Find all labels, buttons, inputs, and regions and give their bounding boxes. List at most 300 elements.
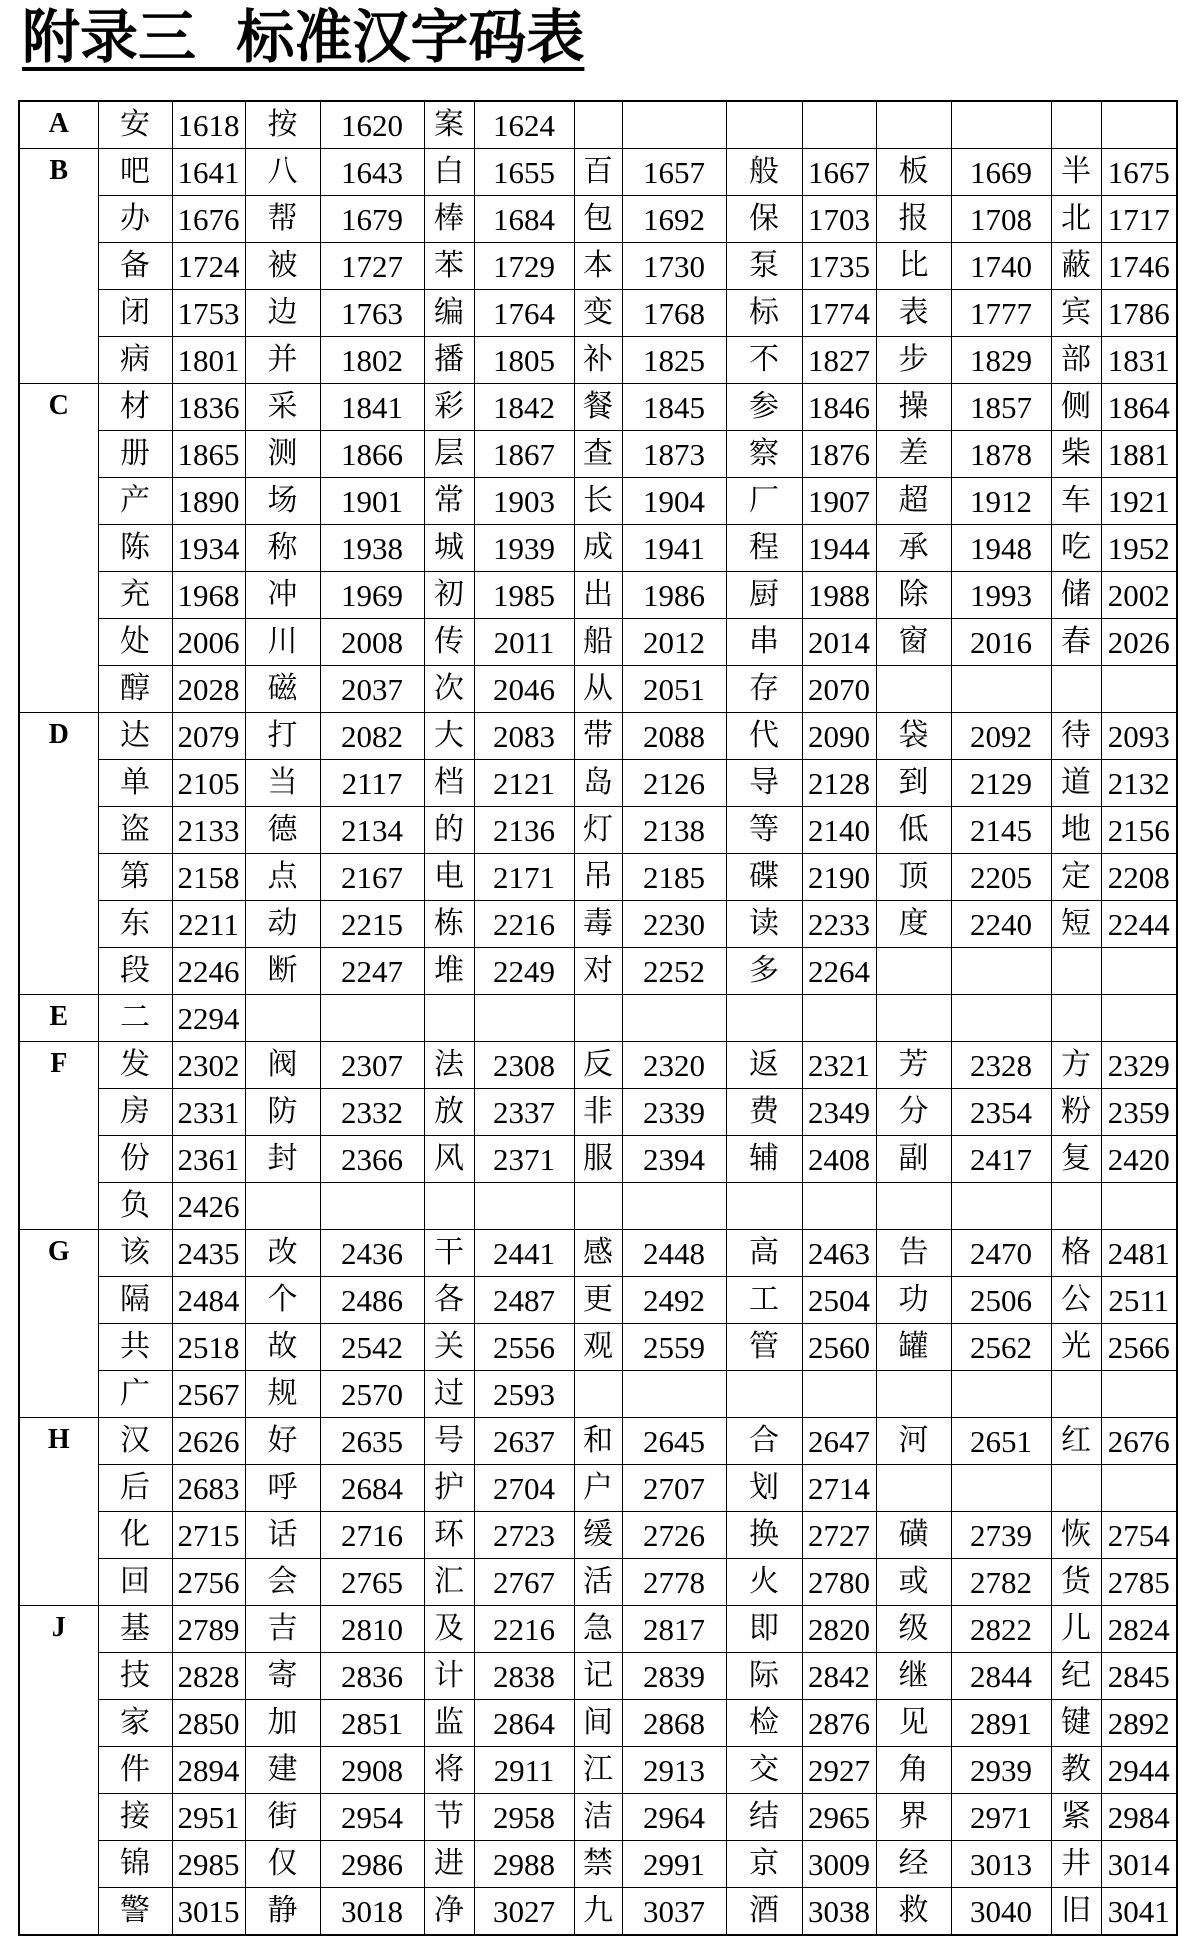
empty-cell: [474, 1183, 574, 1230]
hanzi-cell: 安: [98, 101, 172, 149]
hanzi-cell: 动: [245, 901, 320, 948]
code-cell: 2463: [802, 1230, 876, 1277]
hanzi-cell: 白: [424, 149, 474, 196]
hanzi-cell: 长: [574, 478, 622, 525]
code-cell: 2704: [474, 1465, 574, 1512]
code-cell: 1939: [474, 525, 574, 572]
empty-cell: [802, 995, 876, 1042]
hanzi-cell: 当: [245, 760, 320, 807]
hanzi-cell: 断: [245, 948, 320, 995]
hanzi-cell: 袋: [876, 713, 951, 760]
code-cell: 2954: [320, 1794, 424, 1841]
code-cell: 2408: [802, 1136, 876, 1183]
code-cell: 2233: [802, 901, 876, 948]
hanzi-cell: 保: [726, 196, 802, 243]
code-cell: 2891: [951, 1700, 1051, 1747]
code-table-body: [19, 101, 1177, 1935]
hanzi-cell: 吃: [1051, 525, 1101, 572]
code-cell: 2789: [172, 1606, 245, 1653]
hanzi-cell: 存: [726, 666, 802, 713]
hanzi-cell: 辅: [726, 1136, 802, 1183]
code-cell: 1729: [474, 243, 574, 290]
code-cell: 1675: [1101, 149, 1177, 196]
code-cell: 3037: [622, 1888, 726, 1936]
code-cell: 2129: [951, 760, 1051, 807]
empty-cell: [726, 995, 802, 1042]
code-cell: 2723: [474, 1512, 574, 1559]
hanzi-cell: 封: [245, 1136, 320, 1183]
code-cell: 1842: [474, 384, 574, 431]
code-cell: 1890: [172, 478, 245, 525]
empty-cell: [622, 101, 726, 149]
hanzi-cell: 即: [726, 1606, 802, 1653]
table-row: [19, 1418, 1177, 1465]
code-cell: 2986: [320, 1841, 424, 1888]
code-cell: 2817: [622, 1606, 726, 1653]
code-cell: 3027: [474, 1888, 574, 1936]
table-row: [19, 1324, 1177, 1371]
hanzi-cell: 家: [98, 1700, 172, 1747]
empty-cell: [876, 101, 951, 149]
hanzi-cell: 警: [98, 1888, 172, 1936]
table-row: [19, 1512, 1177, 1559]
hanzi-cell: 寄: [245, 1653, 320, 1700]
hanzi-cell: 会: [245, 1559, 320, 1606]
code-cell: 2093: [1101, 713, 1177, 760]
hanzi-cell: 窗: [876, 619, 951, 666]
empty-cell: [1101, 1465, 1177, 1512]
code-cell: 2249: [474, 948, 574, 995]
hanzi-cell: 堆: [424, 948, 474, 995]
table-row: [19, 1794, 1177, 1841]
hanzi-cell: 活: [574, 1559, 622, 1606]
hanzi-cell: 电: [424, 854, 474, 901]
hanzi-cell: 栋: [424, 901, 474, 948]
code-cell: 2051: [622, 666, 726, 713]
hanzi-cell: 化: [98, 1512, 172, 1559]
empty-cell: [876, 1465, 951, 1512]
hanzi-cell: 返: [726, 1042, 802, 1089]
hanzi-cell: 超: [876, 478, 951, 525]
hanzi-cell: 称: [245, 525, 320, 572]
hanzi-cell: 儿: [1051, 1606, 1101, 1653]
table-row: [19, 713, 1177, 760]
hanzi-cell: 禁: [574, 1841, 622, 1888]
hanzi-cell: 旧: [1051, 1888, 1101, 1936]
code-cell: 1655: [474, 149, 574, 196]
code-cell: 2394: [622, 1136, 726, 1183]
hanzi-cell: 救: [876, 1888, 951, 1936]
code-cell: 1969: [320, 572, 424, 619]
hanzi-cell: 低: [876, 807, 951, 854]
code-cell: 2105: [172, 760, 245, 807]
code-cell: 1912: [951, 478, 1051, 525]
hanzi-cell: 进: [424, 1841, 474, 1888]
table-row: [19, 1606, 1177, 1653]
hanzi-cell: 急: [574, 1606, 622, 1653]
hanzi-cell: 般: [726, 149, 802, 196]
hanzi-cell: 春: [1051, 619, 1101, 666]
hanzi-cell: 按: [245, 101, 320, 149]
hanzi-cell: 部: [1051, 337, 1101, 384]
hanzi-cell: 洁: [574, 1794, 622, 1841]
hanzi-cell: 件: [98, 1747, 172, 1794]
hanzi-cell: 际: [726, 1653, 802, 1700]
table-row: [19, 1559, 1177, 1606]
table-row: [19, 1700, 1177, 1747]
hanzi-cell: 防: [245, 1089, 320, 1136]
hanzi-cell: 基: [98, 1606, 172, 1653]
hanzi-cell: 船: [574, 619, 622, 666]
code-cell: 1867: [474, 431, 574, 478]
code-cell: 1968: [172, 572, 245, 619]
code-cell: 2016: [951, 619, 1051, 666]
hanzi-cell: 板: [876, 149, 951, 196]
hanzi-cell: 苯: [424, 243, 474, 290]
empty-cell: [622, 1371, 726, 1418]
code-cell: 1735: [802, 243, 876, 290]
hanzi-cell: 被: [245, 243, 320, 290]
hanzi-cell: 病: [98, 337, 172, 384]
code-cell: 2441: [474, 1230, 574, 1277]
hanzi-cell: 广: [98, 1371, 172, 1418]
hanzi-cell: 和: [574, 1418, 622, 1465]
hanzi-cell: 冲: [245, 572, 320, 619]
hanzi-cell: 代: [726, 713, 802, 760]
hanzi-cell: 各: [424, 1277, 474, 1324]
empty-cell: [1051, 1371, 1101, 1418]
hanzi-cell: 改: [245, 1230, 320, 1277]
code-cell: 2026: [1101, 619, 1177, 666]
code-cell: 2247: [320, 948, 424, 995]
hanzi-cell: 车: [1051, 478, 1101, 525]
hanzi-cell: 分: [876, 1089, 951, 1136]
code-cell: 2371: [474, 1136, 574, 1183]
hanzi-cell: 静: [245, 1888, 320, 1936]
hanzi-cell: 光: [1051, 1324, 1101, 1371]
code-cell: 2782: [951, 1559, 1051, 1606]
empty-cell: [1051, 948, 1101, 995]
code-cell: 2780: [802, 1559, 876, 1606]
hanzi-cell: 二: [98, 995, 172, 1042]
hanzi-cell: 单: [98, 760, 172, 807]
code-cell: 2958: [474, 1794, 574, 1841]
code-cell: 2828: [172, 1653, 245, 1700]
code-cell: 3040: [951, 1888, 1051, 1936]
hanzi-cell: 标: [726, 290, 802, 337]
empty-cell: [424, 1183, 474, 1230]
hanzi-cell: 检: [726, 1700, 802, 1747]
table-row: [19, 1183, 1177, 1230]
hanzi-cell: 罐: [876, 1324, 951, 1371]
hanzi-cell: 地: [1051, 807, 1101, 854]
group-letter: E: [19, 995, 98, 1042]
empty-cell: [574, 1183, 622, 1230]
code-cell: 2939: [951, 1747, 1051, 1794]
hanzi-cell: 加: [245, 1700, 320, 1747]
hanzi-cell: 更: [574, 1277, 622, 1324]
code-cell: 2892: [1101, 1700, 1177, 1747]
code-cell: 2560: [802, 1324, 876, 1371]
code-cell: 2511: [1101, 1277, 1177, 1324]
code-cell: 2134: [320, 807, 424, 854]
code-cell: 2337: [474, 1089, 574, 1136]
code-cell: 2426: [172, 1183, 245, 1230]
code-cell: 1641: [172, 149, 245, 196]
code-cell: 1657: [622, 149, 726, 196]
hanzi-cell: 合: [726, 1418, 802, 1465]
table-row: [19, 666, 1177, 713]
code-cell: 2626: [172, 1418, 245, 1465]
hanzi-cell: 差: [876, 431, 951, 478]
hanzi-cell: 吉: [245, 1606, 320, 1653]
hanzi-cell: 继: [876, 1653, 951, 1700]
code-cell: 2190: [802, 854, 876, 901]
hanzi-cell: 经: [876, 1841, 951, 1888]
code-cell: 2726: [622, 1512, 726, 1559]
code-cell: 2714: [802, 1465, 876, 1512]
hanzi-cell: 操: [876, 384, 951, 431]
code-cell: 3018: [320, 1888, 424, 1936]
code-cell: 2566: [1101, 1324, 1177, 1371]
hanzi-cell: 八: [245, 149, 320, 196]
hanzi-cell: 厨: [726, 572, 802, 619]
hanzi-cell: 程: [726, 525, 802, 572]
hanzi-cell: 导: [726, 760, 802, 807]
code-cell: 2028: [172, 666, 245, 713]
code-cell: 1727: [320, 243, 424, 290]
hanzi-cell: 份: [98, 1136, 172, 1183]
hanzi-cell: 表: [876, 290, 951, 337]
hanzi-cell: 环: [424, 1512, 474, 1559]
hanzi-cell: 常: [424, 478, 474, 525]
hanzi-cell: 度: [876, 901, 951, 948]
empty-cell: [726, 1371, 802, 1418]
code-cell: 2765: [320, 1559, 424, 1606]
hanzi-cell: 初: [424, 572, 474, 619]
hanzi-cell: 棒: [424, 196, 474, 243]
hanzi-cell: 本: [574, 243, 622, 290]
hanzi-cell: 缓: [574, 1512, 622, 1559]
hanzi-cell: 层: [424, 431, 474, 478]
hanzi-cell: 储: [1051, 572, 1101, 619]
hanzi-cell: 步: [876, 337, 951, 384]
code-cell: 2088: [622, 713, 726, 760]
code-cell: 2504: [802, 1277, 876, 1324]
hanzi-cell: 达: [98, 713, 172, 760]
code-cell: 3041: [1101, 1888, 1177, 1936]
code-cell: 2484: [172, 1277, 245, 1324]
code-cell: 2216: [474, 1606, 574, 1653]
code-cell: 2927: [802, 1747, 876, 1794]
code-cell: 1985: [474, 572, 574, 619]
code-cell: 2965: [802, 1794, 876, 1841]
code-cell: 1829: [951, 337, 1051, 384]
hanzi-cell: 键: [1051, 1700, 1101, 1747]
hanzi-cell: 后: [98, 1465, 172, 1512]
hanzi-cell: 紧: [1051, 1794, 1101, 1841]
table-row: [19, 1230, 1177, 1277]
code-cell: 2121: [474, 760, 574, 807]
hanzi-cell: 不: [726, 337, 802, 384]
hanzi-cell: 京: [726, 1841, 802, 1888]
empty-cell: [245, 1183, 320, 1230]
hanzi-cell: 锦: [98, 1841, 172, 1888]
code-cell: 2294: [172, 995, 245, 1042]
code-cell: 2366: [320, 1136, 424, 1183]
code-cell: 3013: [951, 1841, 1051, 1888]
code-cell: 1901: [320, 478, 424, 525]
hanzi-cell: 串: [726, 619, 802, 666]
hanzi-cell: 个: [245, 1277, 320, 1324]
empty-cell: [951, 101, 1051, 149]
code-cell: 1643: [320, 149, 424, 196]
code-cell: 2171: [474, 854, 574, 901]
code-cell: 1952: [1101, 525, 1177, 572]
hanzi-cell: 规: [245, 1371, 320, 1418]
hanzi-cell: 备: [98, 243, 172, 290]
code-cell: 1948: [951, 525, 1051, 572]
empty-cell: [951, 995, 1051, 1042]
empty-cell: [951, 1371, 1051, 1418]
code-cell: 1620: [320, 101, 424, 149]
hanzi-cell: 告: [876, 1230, 951, 1277]
table-row: [19, 290, 1177, 337]
hanzi-cell: 江: [574, 1747, 622, 1794]
hanzi-cell: 隔: [98, 1277, 172, 1324]
hanzi-cell: 纪: [1051, 1653, 1101, 1700]
hanzi-cell: 百: [574, 149, 622, 196]
code-cell: 2868: [622, 1700, 726, 1747]
code-cell: 2133: [172, 807, 245, 854]
code-cell: 1805: [474, 337, 574, 384]
hanzi-cell: 读: [726, 901, 802, 948]
code-cell: 2562: [951, 1324, 1051, 1371]
hanzi-cell: 帮: [245, 196, 320, 243]
hanzi-cell: 顶: [876, 854, 951, 901]
empty-cell: [1051, 1183, 1101, 1230]
hanzi-cell: 充: [98, 572, 172, 619]
hanzi-cell: 汉: [98, 1418, 172, 1465]
hanzi-cell: 交: [726, 1747, 802, 1794]
code-cell: 2215: [320, 901, 424, 948]
code-cell: 2117: [320, 760, 424, 807]
empty-cell: [574, 995, 622, 1042]
code-cell: 2092: [951, 713, 1051, 760]
code-cell: 1938: [320, 525, 424, 572]
empty-cell: [802, 1371, 876, 1418]
code-cell: 2083: [474, 713, 574, 760]
hanzi-cell: 酒: [726, 1888, 802, 1936]
code-cell: 1831: [1101, 337, 1177, 384]
group-letter: B: [19, 149, 98, 384]
hanzi-cell: 蔽: [1051, 243, 1101, 290]
code-cell: 1825: [622, 337, 726, 384]
hanzi-cell: 次: [424, 666, 474, 713]
code-cell: 1676: [172, 196, 245, 243]
code-cell: 2185: [622, 854, 726, 901]
hanzi-cell: 接: [98, 1794, 172, 1841]
code-cell: 2205: [951, 854, 1051, 901]
code-cell: 2845: [1101, 1653, 1177, 1700]
hanzi-cell: 费: [726, 1089, 802, 1136]
code-cell: 2436: [320, 1230, 424, 1277]
hanzi-cell: 档: [424, 760, 474, 807]
hanzi-cell: 办: [98, 196, 172, 243]
hanzi-cell: 粉: [1051, 1089, 1101, 1136]
code-cell: 2211: [172, 901, 245, 948]
empty-cell: [876, 995, 951, 1042]
hanzi-cell: 测: [245, 431, 320, 478]
hanzi-cell: 第: [98, 854, 172, 901]
table-row: [19, 995, 1177, 1042]
code-cell: 2361: [172, 1136, 245, 1183]
code-cell: 1763: [320, 290, 424, 337]
hanzi-cell: 从: [574, 666, 622, 713]
table-row: [19, 243, 1177, 290]
code-cell: 1907: [802, 478, 876, 525]
empty-cell: [622, 1183, 726, 1230]
hanzi-cell: 点: [245, 854, 320, 901]
hanzi-cell: 见: [876, 1700, 951, 1747]
page-title: 附录三 标准汉字码表: [22, 3, 585, 71]
hanzi-cell: 角: [876, 1747, 951, 1794]
hanzi-cell: 岛: [574, 760, 622, 807]
code-cell: 2876: [802, 1700, 876, 1747]
code-cell: 1624: [474, 101, 574, 149]
code-table: [18, 100, 1178, 1936]
code-cell: 2090: [802, 713, 876, 760]
hanzi-cell: 护: [424, 1465, 474, 1512]
hanzi-cell: 服: [574, 1136, 622, 1183]
empty-cell: [876, 948, 951, 995]
empty-cell: [1051, 101, 1101, 149]
code-cell: 1801: [172, 337, 245, 384]
code-cell: 2012: [622, 619, 726, 666]
hanzi-cell: 发: [98, 1042, 172, 1089]
code-cell: 1786: [1101, 290, 1177, 337]
hanzi-cell: 闭: [98, 290, 172, 337]
code-cell: 2894: [172, 1747, 245, 1794]
hanzi-cell: 公: [1051, 1277, 1101, 1324]
hanzi-cell: 复: [1051, 1136, 1101, 1183]
code-cell: 1944: [802, 525, 876, 572]
hanzi-cell: 德: [245, 807, 320, 854]
code-cell: 2570: [320, 1371, 424, 1418]
hanzi-cell: 册: [98, 431, 172, 478]
hanzi-cell: 产: [98, 478, 172, 525]
code-cell: 2156: [1101, 807, 1177, 854]
code-cell: 1866: [320, 431, 424, 478]
hanzi-cell: 感: [574, 1230, 622, 1277]
hanzi-cell: 关: [424, 1324, 474, 1371]
hanzi-cell: 格: [1051, 1230, 1101, 1277]
code-cell: 2836: [320, 1653, 424, 1700]
code-cell: 1988: [802, 572, 876, 619]
hanzi-cell: 厂: [726, 478, 802, 525]
empty-cell: [802, 101, 876, 149]
code-cell: 2559: [622, 1324, 726, 1371]
code-cell: 2359: [1101, 1089, 1177, 1136]
code-cell: 1876: [802, 431, 876, 478]
table-row: [19, 1747, 1177, 1794]
hanzi-cell: 九: [574, 1888, 622, 1936]
table-row: [19, 196, 1177, 243]
hanzi-cell: 该: [98, 1230, 172, 1277]
empty-cell: [802, 1183, 876, 1230]
code-cell: 2354: [951, 1089, 1051, 1136]
code-cell: 2006: [172, 619, 245, 666]
